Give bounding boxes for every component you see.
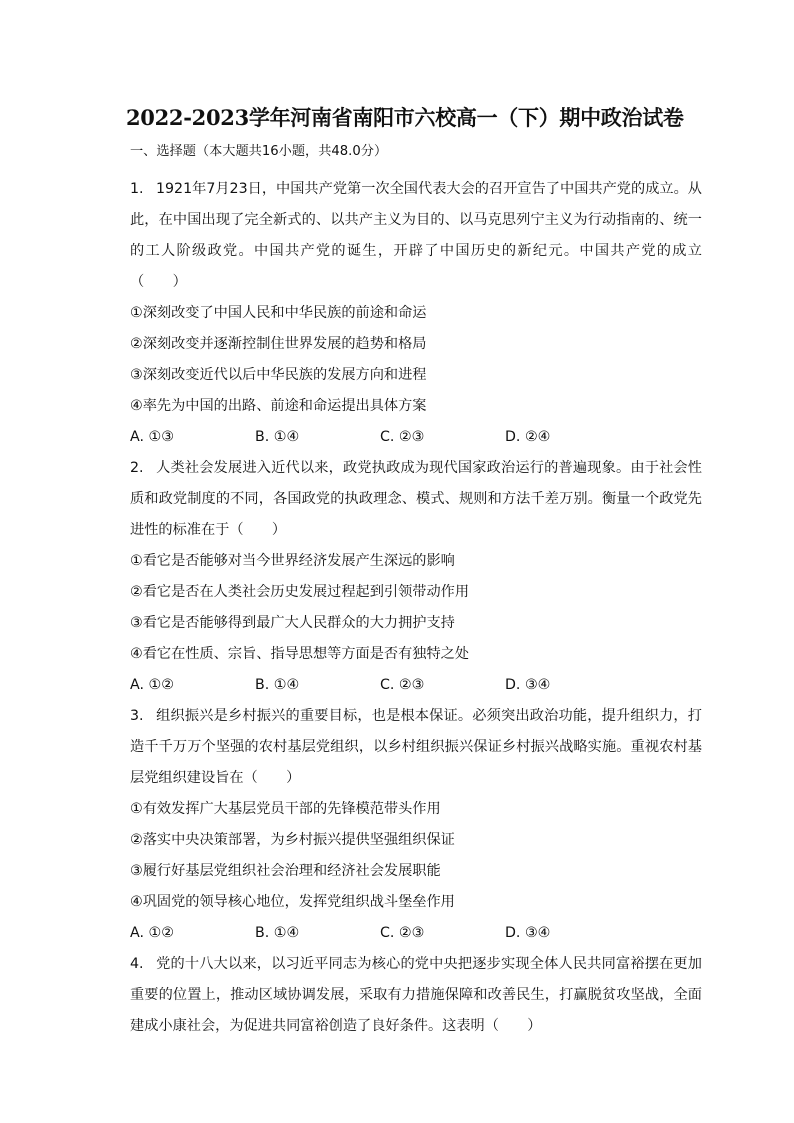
answer-options — [130, 670, 698, 701]
question-4 — [130, 949, 702, 1042]
statement: ④看它在性质、宗旨、指导思想等方面是否有独特之处 — [130, 646, 470, 662]
option-a: A. ①③ — [130, 429, 174, 445]
statement: ③深刻改变近代以后中华民族的发展方向和进程 — [130, 367, 427, 383]
statement: ①深刻改变了中国人民和中华民族的前途和命运 — [130, 305, 427, 321]
question-stem — [130, 174, 702, 298]
question-text: 组织振兴是乡村振兴的重要目标，也是根本保证。必须突出政治功能，提升组织力，打造千千万万个坚强的农村基层党组织，以乡村组织振兴保证乡村振兴战略实施。重视农村基层党组织建设旨在（ ） — [130, 708, 702, 786]
statement: ④率先为中国的出路、前途和命运提出具体方案 — [130, 398, 427, 414]
option-d: D. ③④ — [505, 925, 551, 941]
option-c: C. ②③ — [380, 677, 425, 693]
option-c: C. ②③ — [380, 925, 425, 941]
statement: ①看它是否能够对当今世界经济发展产生深远的影响 — [130, 553, 455, 569]
option-a: A. ①② — [130, 677, 174, 693]
statement: ②看它是否在人类社会历史发展过程起到引领带动作用 — [130, 584, 470, 600]
question-stem — [130, 701, 702, 794]
question-number: 2. — [130, 460, 144, 476]
statement: ①有效发挥广大基层党员干部的先锋模范带头作用 — [130, 801, 441, 817]
question-number: 1. — [130, 181, 144, 197]
option-d: D. ③④ — [505, 677, 551, 693]
page-title: 2022-2023学年河南省南阳市六校高一（下）期中政治试卷 — [126, 105, 684, 130]
section-header: 一、选择题（本大题共16小题，共48.0分） — [130, 144, 388, 159]
option-b: B. ①④ — [255, 429, 300, 445]
statement: ④巩固党的领导核心地位，发挥党组织战斗堡垒作用 — [130, 894, 455, 910]
option-b: B. ①④ — [255, 925, 300, 941]
option-d: D. ②④ — [505, 429, 551, 445]
question-2 — [130, 453, 702, 701]
statement: ②深刻改变并逐渐控制住世界发展的趋势和格局 — [130, 336, 427, 352]
answer-options — [130, 918, 698, 949]
question-text: 人类社会发展进入近代以来，政党执政成为现代国家政治运行的普遍现象。由于社会性质和政党制度的不同，各国政党的执政理念、模式、规则和方法千差万别。衡量一个政党先进性的标准在于（ ） — [130, 460, 702, 538]
statement: ③看它是否能够得到最广大人民群众的大力拥护支持 — [130, 615, 455, 631]
question-text: 党的十八大以来，以习近平同志为核心的党中央把逐步实现全体人民共同富裕摆在更加重要的位置上，推动区域协调发展，采取有力措施保障和改善民生，打赢脱贫攻坚战，全面建成小康社会，为促进共同富裕创造了良好条件。这表明（ ） — [130, 956, 702, 1034]
question-text: 1921年7月23日，中国共产党第一次全国代表大会的召开宣告了中国共产党的成立。从此，在中国出现了完全新式的、以共产主义为目的、以马克思列宁主义为行动指南的、统一的工人阶级政党。中国共产党的诞生，开辟了中国历史的新纪元。中国共产党的成立（ ） — [130, 181, 702, 290]
statement: ②落实中央决策部署，为乡村振兴提供坚强组织保证 — [130, 832, 455, 848]
option-a: A. ①② — [130, 925, 174, 941]
statement: ③履行好基层党组织社会治理和经济社会发展职能 — [130, 863, 441, 879]
question-number: 4. — [130, 956, 144, 972]
question-number: 3. — [130, 708, 144, 724]
option-c: C. ②③ — [380, 429, 425, 445]
answer-options — [130, 422, 698, 453]
question-1 — [130, 174, 702, 453]
question-3 — [130, 701, 702, 949]
option-b: B. ①④ — [255, 677, 300, 693]
question-stem — [130, 949, 702, 1042]
question-stem — [130, 453, 702, 546]
